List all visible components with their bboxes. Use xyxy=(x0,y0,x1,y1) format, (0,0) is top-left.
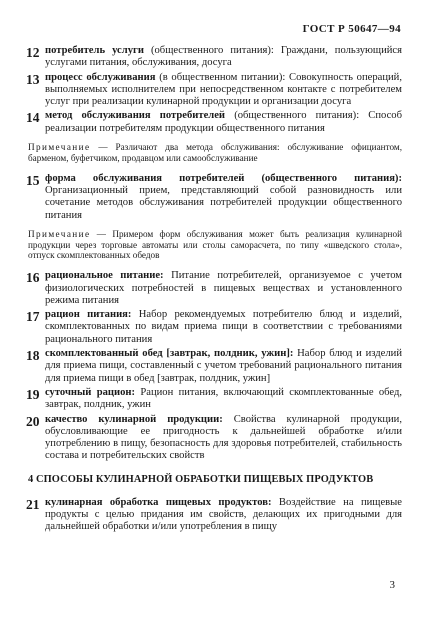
entry-text: (общественного питания): Способ реализации потребителям продукции общественного питания xyxy=(45,110,402,134)
entry-term: форма обслуживания потребителей (общественного питания): xyxy=(45,172,402,184)
term-entry-19 xyxy=(28,387,402,412)
entry-number: 15 xyxy=(26,172,40,188)
entry-term: скомплектованный обед [завтрак, полдник, ужин]: xyxy=(45,348,294,360)
term-entry-13 xyxy=(28,72,402,109)
entry-number: 13 xyxy=(26,71,40,87)
entry-number: 12 xyxy=(26,45,40,60)
entry-text: Питание потребителей, организуемое с учетом физиологических потребностей в пищевых веществах и установленного режима питания xyxy=(45,270,403,306)
term-entry-18 xyxy=(28,348,402,385)
term-entry-16 xyxy=(28,270,402,307)
entry-term: качество кулинарной продукции: xyxy=(45,413,223,425)
entry-text: Набор блюд и изделий для приема пищи, составленный с учетом требований рационального питания для приема пищи в обед [завтрак, полдник, ужин] xyxy=(45,348,402,384)
entry-number: 21 xyxy=(26,496,40,512)
entry-number: 18 xyxy=(26,348,40,364)
entry-number: 17 xyxy=(26,309,40,325)
entry-term: потребитель услуги xyxy=(45,45,144,56)
term-entry-17 xyxy=(28,309,402,346)
entry-term: рациональное питание: xyxy=(45,270,164,282)
note-label: Примечание xyxy=(28,228,91,239)
entry-text: (общественного питания): Граждани, пользующийся услугами питания, обслуживания, досуга xyxy=(45,45,402,69)
entry-term: рацион питания: xyxy=(45,309,132,321)
entry-number: 16 xyxy=(26,270,40,286)
term-entry-21 xyxy=(28,497,402,534)
note-1 xyxy=(28,142,402,164)
term-entry-12 xyxy=(28,45,402,70)
note-text: — Примером форм обслуживания может быть реализация кулинарной продукции через торговые автоматы или столы саморасчета, по типу «шведского стола», отпуск скомплектованных обедов xyxy=(28,228,402,261)
entry-number: 20 xyxy=(26,413,40,429)
note-label: Примечание xyxy=(28,142,91,153)
entry-text: (в общественном питании): Совокупность операций, выполняемых исполнителем при непосредственном контакте с потребителем услуг при реализации кулинарной продукции и организации досуга xyxy=(45,71,402,108)
entry-text: Организационный прием, представляющий собой разновидность или сочетание методов обслуживания потребителей продукции общественного питания xyxy=(45,184,402,221)
entry-number: 14 xyxy=(26,110,40,126)
document-header: ГОСТ Р 50647—94 xyxy=(302,23,401,35)
document-body xyxy=(28,45,402,536)
term-entry-14 xyxy=(28,110,402,135)
term-entry-15 xyxy=(28,173,402,222)
entry-term: кулинарная обработка пищевых продуктов: xyxy=(45,496,272,508)
entry-text: Свойства кулинарной продукции, обусловливающие ее пригодность к дальнейшей обработке и/или употреблению в пищу, безопасность для здоровья потребителей, стабильность состава и потребительских свойств xyxy=(45,413,403,462)
note-2 xyxy=(28,229,402,261)
page-number: 3 xyxy=(389,579,395,591)
entry-text: Набор рекомендуемых потребителю блюд и изделий, скомплектованных по видам приема пищи в соответствии с требованиями рационального питания xyxy=(45,309,402,345)
section-heading: 4 СПОСОБЫ КУЛИНАРНОЙ ОБРАБОТКИ ПИЩЕВЫХ ПРОДУКТОВ xyxy=(28,473,374,485)
entry-term: метод обслуживания потребителей xyxy=(45,110,226,122)
note-text: — Различают два метода обслуживания: обслуживание официантом, барменом, буфетчиком, продавцом или самообслуживание xyxy=(28,142,402,163)
term-entry-20 xyxy=(28,414,402,463)
entry-text: Рацион питания, включающий скомплектованные обед, завтрак, полдник, ужин xyxy=(45,386,402,411)
entry-term: суточный рацион: xyxy=(45,386,136,398)
entry-text: Воздействие на пищевые продукты с целью придания им свойств, делающих их пригодными для дальнейшей обработки и/или употребления в пищу xyxy=(45,496,402,533)
entry-number: 19 xyxy=(26,386,40,402)
entry-term: процесс обслуживания xyxy=(45,71,156,83)
